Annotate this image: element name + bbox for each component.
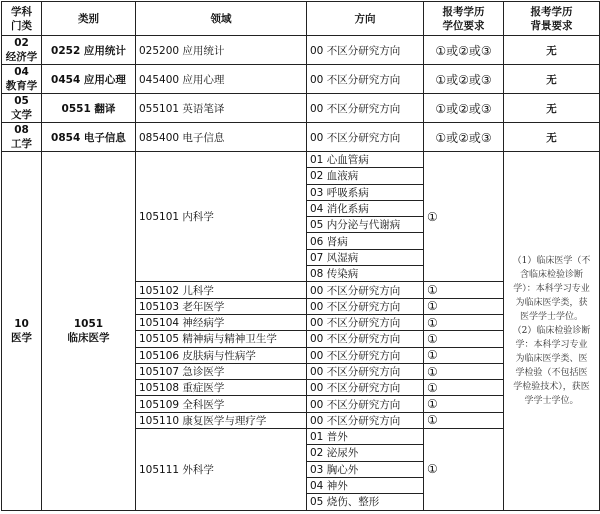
direction-cell: 00 不区分研究方向 — [307, 282, 424, 298]
degree-cell: ① — [424, 314, 504, 330]
direction-cell: 03 胸心外 — [307, 461, 424, 477]
direction-cell: 00 不区分研究方向 — [307, 347, 424, 363]
direction-cell: 00 不区分研究方向 — [307, 331, 424, 347]
direction-cell: 00 不区分研究方向 — [307, 65, 424, 94]
degree-cell: ①或②或③ — [424, 123, 504, 152]
direction-cell: 00 不区分研究方向 — [307, 363, 424, 379]
table-row — [2, 94, 600, 123]
header-direction: 方向 — [307, 2, 424, 36]
degree-cell: ①或②或③ — [424, 65, 504, 94]
direction-cell: 00 不区分研究方向 — [307, 380, 424, 396]
field-cell: 105111 外科学 — [136, 429, 307, 510]
direction-cell: 00 不区分研究方向 — [307, 94, 424, 123]
field-cell: 105101 内科学 — [136, 152, 307, 282]
field-cell: 105110 康复医学与理疗学 — [136, 412, 307, 428]
direction-cell: 08 传染病 — [307, 266, 424, 282]
admissions-table — [1, 1, 600, 511]
direction-cell: 00 不区分研究方向 — [307, 123, 424, 152]
degree-cell: ① — [424, 298, 504, 314]
degree-cell: ① — [424, 152, 504, 282]
header-row — [2, 2, 600, 36]
discipline-cell: 02 经济学 — [2, 36, 42, 65]
table-row — [2, 65, 600, 94]
field-cell: 105102 儿科学 — [136, 282, 307, 298]
direction-cell: 00 不区分研究方向 — [307, 314, 424, 330]
field-cell: 105103 老年医学 — [136, 298, 307, 314]
direction-cell: 03 呼吸系病 — [307, 184, 424, 200]
discipline-cell: 08 工学 — [2, 123, 42, 152]
header-degree-requirement: 报考学历 学位要求 — [424, 2, 504, 36]
field-cell: 085400 电子信息 — [136, 123, 307, 152]
field-cell: 105107 急诊医学 — [136, 363, 307, 379]
direction-cell: 02 泌尿外 — [307, 445, 424, 461]
direction-cell: 00 不区分研究方向 — [307, 396, 424, 412]
direction-cell: 00 不区分研究方向 — [307, 36, 424, 65]
field-cell: 105106 皮肤病与性病学 — [136, 347, 307, 363]
direction-cell: 00 不区分研究方向 — [307, 298, 424, 314]
category-cell: 0854 电子信息 — [42, 123, 136, 152]
background-cell: 无 — [504, 123, 600, 152]
degree-cell: ① — [424, 380, 504, 396]
direction-cell: 01 普外 — [307, 429, 424, 445]
table-row — [2, 152, 600, 168]
background-cell: 无 — [504, 94, 600, 123]
category-cell: 0454 应用心理 — [42, 65, 136, 94]
field-cell: 105109 全科医学 — [136, 396, 307, 412]
degree-cell: ① — [424, 347, 504, 363]
field-cell: 055101 英语笔译 — [136, 94, 307, 123]
field-cell: 025200 应用统计 — [136, 36, 307, 65]
background-cell: 无 — [504, 36, 600, 65]
background-note-cell: （1）临床医学（不含临床检验诊断学）：本科学习专业为临床医学类，获医学学士学位。 （2）临床检验诊断学：本科学习专业为临床医学类、医学检验（不包括医学检验技术），获医学学士学位。 — [504, 152, 600, 511]
degree-cell: ① — [424, 412, 504, 428]
direction-cell: 06 肾病 — [307, 233, 424, 249]
degree-cell: ①或②或③ — [424, 36, 504, 65]
field-cell: 105104 神经病学 — [136, 314, 307, 330]
field-cell: 105105 精神病与精神卫生学 — [136, 331, 307, 347]
direction-cell: 00 不区分研究方向 — [307, 412, 424, 428]
degree-cell: ① — [424, 331, 504, 347]
category-cell: 1051 临床医学 — [42, 152, 136, 511]
direction-cell: 07 风湿病 — [307, 249, 424, 265]
degree-cell: ① — [424, 396, 504, 412]
header-field: 领域 — [136, 2, 307, 36]
table-row — [2, 123, 600, 152]
table-row — [2, 36, 600, 65]
degree-cell: ①或②或③ — [424, 94, 504, 123]
category-cell: 0551 翻译 — [42, 94, 136, 123]
discipline-cell: 05 文学 — [2, 94, 42, 123]
discipline-cell: 04 教育学 — [2, 65, 42, 94]
header-category: 类别 — [42, 2, 136, 36]
direction-cell: 02 血液病 — [307, 168, 424, 184]
direction-cell: 01 心血管病 — [307, 152, 424, 168]
field-cell: 105108 重症医学 — [136, 380, 307, 396]
degree-cell: ① — [424, 282, 504, 298]
discipline-cell: 10 医学 — [2, 152, 42, 511]
degree-cell: ① — [424, 429, 504, 510]
direction-cell: 05 内分泌与代谢病 — [307, 217, 424, 233]
direction-cell: 04 神外 — [307, 477, 424, 493]
field-cell: 045400 应用心理 — [136, 65, 307, 94]
direction-cell: 05 烧伤、整形 — [307, 494, 424, 510]
header-background-requirement: 报考学历 背景要求 — [504, 2, 600, 36]
background-cell: 无 — [504, 65, 600, 94]
direction-cell: 04 消化系病 — [307, 200, 424, 216]
header-discipline: 学科 门类 — [2, 2, 42, 36]
degree-cell: ① — [424, 363, 504, 379]
category-cell: 0252 应用统计 — [42, 36, 136, 65]
